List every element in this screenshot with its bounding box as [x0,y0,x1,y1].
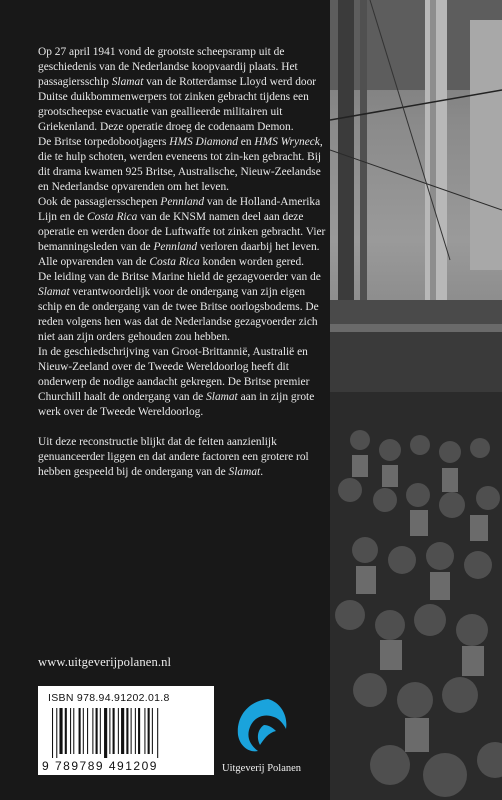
barcode-bar [92,708,93,754]
blurb-text: In de geschiedschrijving van Groot-Brittannië, Australië en Nieuw-Zeeland over de Tweede Wereldoorlog heeft dit onderwerp de nodige aandacht gekregen. De Britse premier Churchill haalt de ondergang van de [38,346,310,403]
blurb-text: van de KNSM namen deel aan deze operatie en werden door de Luftwaffe tot zinken gebracht. Vier bemanningsleden van de [38,211,326,253]
ship-name: Slamat [111,76,144,88]
blurb-paragraph-1 [38,45,330,135]
blurb-text: De Britse torpedobootjagers [38,136,170,148]
barcode-bar [157,708,158,758]
ship-name: HMS Wryneck [254,136,320,148]
barcode-bar [118,708,119,754]
barcode-bars [52,708,206,758]
barcode-bar [87,708,88,754]
ship-name: Pennland [153,241,198,253]
blurb-text: verloren daarbij het leven. Alle opvarenden van de [38,241,320,268]
barcode-bar [113,708,115,754]
isbn-label: ISBN 978.94.91202.01.8 [48,692,170,704]
barcode-bar [148,708,150,754]
dolphin-wave-logo-icon [228,695,294,757]
barcode-bar [70,708,71,754]
blurb-text: Ook de passagiersschepen [38,196,161,208]
ship-name: Slamat [206,391,238,403]
blurb-paragraph-3 [38,195,330,270]
blurb-text: , die te hulp schoten, werden eveneens tot zin-ken gebracht. Bij dit drama kwamen 925 Britse, Australische, Nieuw-Zeelandse en Nederlandse opvarenden om het leven. [38,136,323,193]
barcode-bar [135,708,136,754]
barcode-bar [96,708,98,754]
barcode-bar [65,708,67,754]
blurb-paragraph-2 [38,135,330,195]
ship-name: HMS Diamond [169,136,238,148]
barcode-bar [100,708,101,754]
publisher-name: Uitgeverij Polanen [222,763,302,774]
blurb-text: De leiding van de Britse Marine hield de gezagvoerder van de [38,271,321,283]
ship-deck-soldiers-photo [330,0,502,800]
barcode-bar [52,708,53,758]
blurb-text: aan in zijn grote werk over de Tweede Wereldoorlog. [38,391,315,418]
publisher-website: www.uitgeverijpolanen.nl [38,655,172,669]
ship-name: Pennland [160,196,205,208]
blurb-paragraph-4 [38,270,330,345]
ship-name: Costa Rica [87,211,138,223]
barcode-bar [109,708,110,754]
barcode-bar [121,708,124,754]
barcode-bar [152,708,153,754]
barcode-bar [138,708,140,754]
blurb-text: konden worden gered. [199,256,305,268]
photo-illustration [330,0,502,800]
barcode-bar [83,708,84,754]
blurb-text: en [237,136,255,148]
blurb-paragraph-6 [38,435,330,480]
back-cover-blurb [38,45,330,480]
barcode-bar [126,708,128,754]
blurb-text: van de Rotterdamse Lloyd werd door Duitse duikbommenwerpers tot zinken gebracht tijdens een grootscheepse evacuatie van geallieerde militairen uit Griekenland. Deze operatie droeg de codenaam Demon. [38,76,317,133]
blurb-text: Op 27 april 1941 vond de grootste scheepsramp uit de geschiedenis van de Nederlandse koopvaardij plaats. Het passagiersschip [38,46,298,88]
barcode-bar [144,708,145,754]
blurb-text: . [260,466,264,478]
blurb-paragraph-5 [38,345,330,420]
barcode-bar [73,708,74,754]
ship-name: Slamat [228,466,261,478]
blurb-text: Uit deze reconstructie blijkt dat de feiten aanzienlijk genuanceerder liggen en dat andere factoren een grotere rol hebben gespeeld bij de ondergang van de [38,436,309,478]
barcode-bar [56,708,57,758]
ship-name: Costa Rica [149,256,200,268]
barcode-bar [104,708,107,758]
blurb-text: verantwoordelijk voor de ondergang van zijn eigen schip en de ondergang van de twee Britse oorlogsbodems. De reden volgens hen was dat de Nederlandse gezagvoerder zich niet aan zijn orders gehouden zou hebben. [38,286,319,343]
barcode-bar [59,708,62,754]
barcode-bar [131,708,132,754]
blurb-text: van de Holland-Amerika Lijn en de [38,196,321,223]
barcode-bar [79,708,81,754]
isbn-barcode [38,686,214,775]
ean-digits: 9 789789 491209 [42,759,158,773]
ship-name: Slamat [38,286,70,298]
